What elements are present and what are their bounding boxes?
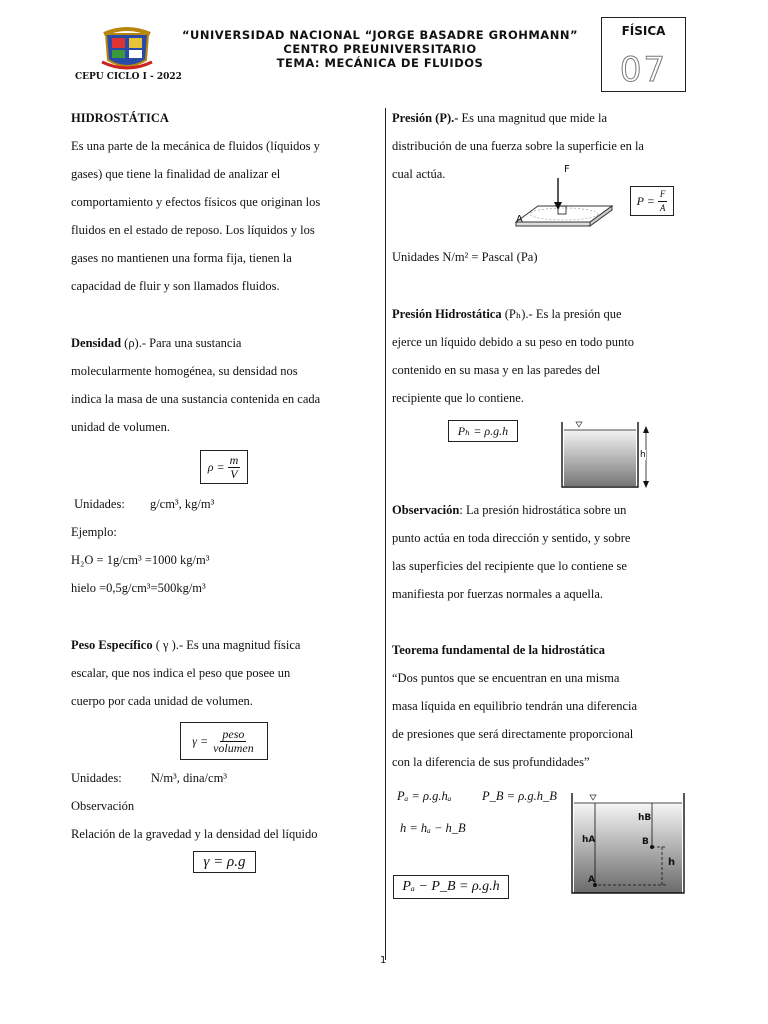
- weight-units-block: [71, 764, 381, 848]
- observation-label: Observación: [71, 799, 135, 813]
- weight-formula-lhs: γ =: [192, 733, 209, 748]
- pressure-line: cual actúa.: [392, 167, 446, 181]
- label-h: h: [668, 857, 676, 868]
- weight-line: cuerpo por cada unidad de volumen.: [71, 694, 253, 708]
- pressure-title: Presión (P).-: [392, 111, 459, 125]
- formula-pa: Pₐ = ρ.g.hₐ: [397, 789, 452, 803]
- theorem-line: de presiones que será directamente proporcional: [392, 727, 634, 741]
- density-formula: [200, 450, 248, 484]
- weight-units: N/m³, dina/cm³: [150, 771, 228, 785]
- hydro-pressure-line: ejerce un líquido debido a su peso en todo punto: [392, 335, 634, 349]
- hydro-line: comportamiento y efectos físicos que originan los: [71, 195, 321, 209]
- label-b: B: [642, 837, 649, 847]
- pressure-line: distribución de una fuerza sobre la superficie en la: [392, 139, 644, 153]
- observation-title: Observación: [392, 503, 460, 517]
- density-formula-den: V: [230, 466, 238, 481]
- density-symbol: (ρ): [124, 336, 139, 350]
- density-formula-lhs: ρ =: [207, 459, 225, 474]
- observation-line: punto actúa en toda dirección y sentido, y sobre: [392, 531, 631, 545]
- pressure-plate-diagram: [508, 162, 618, 234]
- tank-height-label: h: [640, 450, 646, 460]
- pressure-formula-num: F: [658, 188, 668, 202]
- two-point-tank-diagram: [568, 789, 688, 895]
- theorem-line: masa líquida en equilibrio tendrán una diferencia: [392, 699, 638, 713]
- relation-formula: γ = ρ.g: [193, 851, 256, 873]
- hydro-pressure-line: .- Es la presión que: [525, 307, 622, 321]
- specific-weight-section: [71, 631, 381, 715]
- specific-weight-formula: [180, 722, 268, 760]
- weight-formula-den: volumen: [213, 740, 254, 755]
- weight-line: .- Es una magnitud física: [175, 638, 301, 652]
- hydrostatics-title: HIDROSTÁTICA: [71, 111, 169, 125]
- hydrostatics-section: [71, 104, 381, 300]
- observation-line: las superficies del recipiente que lo contiene se: [392, 559, 627, 573]
- hydro-pressure-section: [392, 300, 704, 412]
- specific-weight-symbol: ( γ ): [155, 638, 176, 652]
- formula-h: h = hₐ − h_B: [400, 821, 466, 835]
- area-label: A: [516, 214, 523, 225]
- column-divider: [385, 108, 386, 960]
- page-number: 1: [380, 955, 387, 966]
- specific-weight-title: Peso Específico: [71, 638, 153, 652]
- label-ha: hA: [582, 835, 596, 845]
- density-line: unidad de volumen.: [71, 420, 170, 434]
- density-line: molecularmente homogénea, su densidad nos: [71, 364, 298, 378]
- label-a: A: [588, 875, 595, 885]
- observation-line: manifiesta por fuerzas normales a aquella.: [392, 587, 604, 601]
- center-name: CENTRO PREUNIVERSITARIO: [283, 42, 477, 56]
- relation-text: Relación de la gravedad y la densidad del líquido: [71, 827, 318, 841]
- density-line: indica la masa de una sustancia contenida en cada: [71, 392, 321, 406]
- subject-label: FÍSICA: [621, 24, 666, 38]
- university-name: “UNIVERSIDAD NACIONAL “JORGE BASADRE GROHMANN”: [181, 28, 579, 42]
- hydro-pressure-title: Presión Hidrostática: [392, 307, 502, 321]
- density-units: g/cm³, kg/m³: [149, 497, 215, 511]
- pressure-line: Es una magnitud que mide la: [458, 111, 607, 125]
- label-hb: hB: [638, 813, 652, 823]
- theorem-line: con la diferencia de sus profundidades”: [392, 755, 590, 769]
- hydro-line: gases) que tiene la finalidad de analizar el: [71, 167, 281, 181]
- pressure-formula: [630, 186, 674, 216]
- theorem-section: [392, 636, 704, 776]
- example-ice: hielo =0,5g/cm³=500kg/m³: [71, 581, 206, 595]
- example-label: Ejemplo:: [71, 525, 117, 539]
- university-logo: [98, 24, 156, 72]
- density-units-block: [71, 490, 381, 602]
- hydro-pressure-symbol: (Pₕ): [504, 307, 526, 321]
- tank-diagram: [556, 420, 666, 490]
- density-units-label: Unidades:: [74, 497, 125, 511]
- density-title: Densidad: [71, 336, 122, 350]
- density-line: .- Para una sustancia: [138, 336, 242, 350]
- weight-line: escalar, que nos indica el peso que posee un: [71, 666, 291, 680]
- hydro-line: gases no mantienen una forma fija, tienen la: [71, 251, 292, 265]
- formula-pressure-difference: Pₐ − P_B = ρ.g.h: [393, 875, 509, 899]
- hydro-line: fluidos en el estado de reposo. Los líquidos y los: [71, 223, 315, 237]
- observation-line: : La presión hidrostática sobre un: [459, 503, 627, 517]
- formula-pb: P_B = ρ.g.h_B: [482, 789, 557, 803]
- topic-title: TEMA: MECÁNICA DE FLUIDOS: [276, 56, 484, 70]
- example-water: H₂O = 1g/cm³ =1000 kg/m³: [71, 553, 210, 567]
- topic-number: 07: [619, 50, 668, 90]
- density-formula-num: m: [229, 452, 239, 467]
- theorem-title: Teorema fundamental de la hidrostática: [392, 643, 605, 657]
- hydro-line: Es una parte de la mecánica de fluidos (líquidos y: [71, 139, 320, 153]
- weight-units-label: Unidades:: [71, 771, 122, 785]
- hydro-pressure-line: contenido en su masa y en las paredes del: [392, 363, 601, 377]
- cycle-label: CEPU CICLO I - 2022: [75, 72, 182, 82]
- density-section: [71, 329, 381, 441]
- pressure-formula-den: A: [659, 202, 666, 213]
- force-label: F: [564, 164, 570, 175]
- hydro-pressure-formula: Pₕ = ρ.g.h: [448, 420, 518, 442]
- observation-section: [392, 496, 704, 608]
- pressure-units: Unidades N/m² = Pascal (Pa): [392, 250, 538, 264]
- hydro-pressure-line: recipiente que lo contiene.: [392, 391, 524, 405]
- theorem-line: “Dos puntos que se encuentran en una misma: [392, 671, 620, 685]
- weight-formula-num: peso: [222, 726, 245, 741]
- pressure-formula-lhs: P =: [636, 193, 655, 208]
- hydro-line: capacidad de fluir y son llamados fluidos.: [71, 279, 280, 293]
